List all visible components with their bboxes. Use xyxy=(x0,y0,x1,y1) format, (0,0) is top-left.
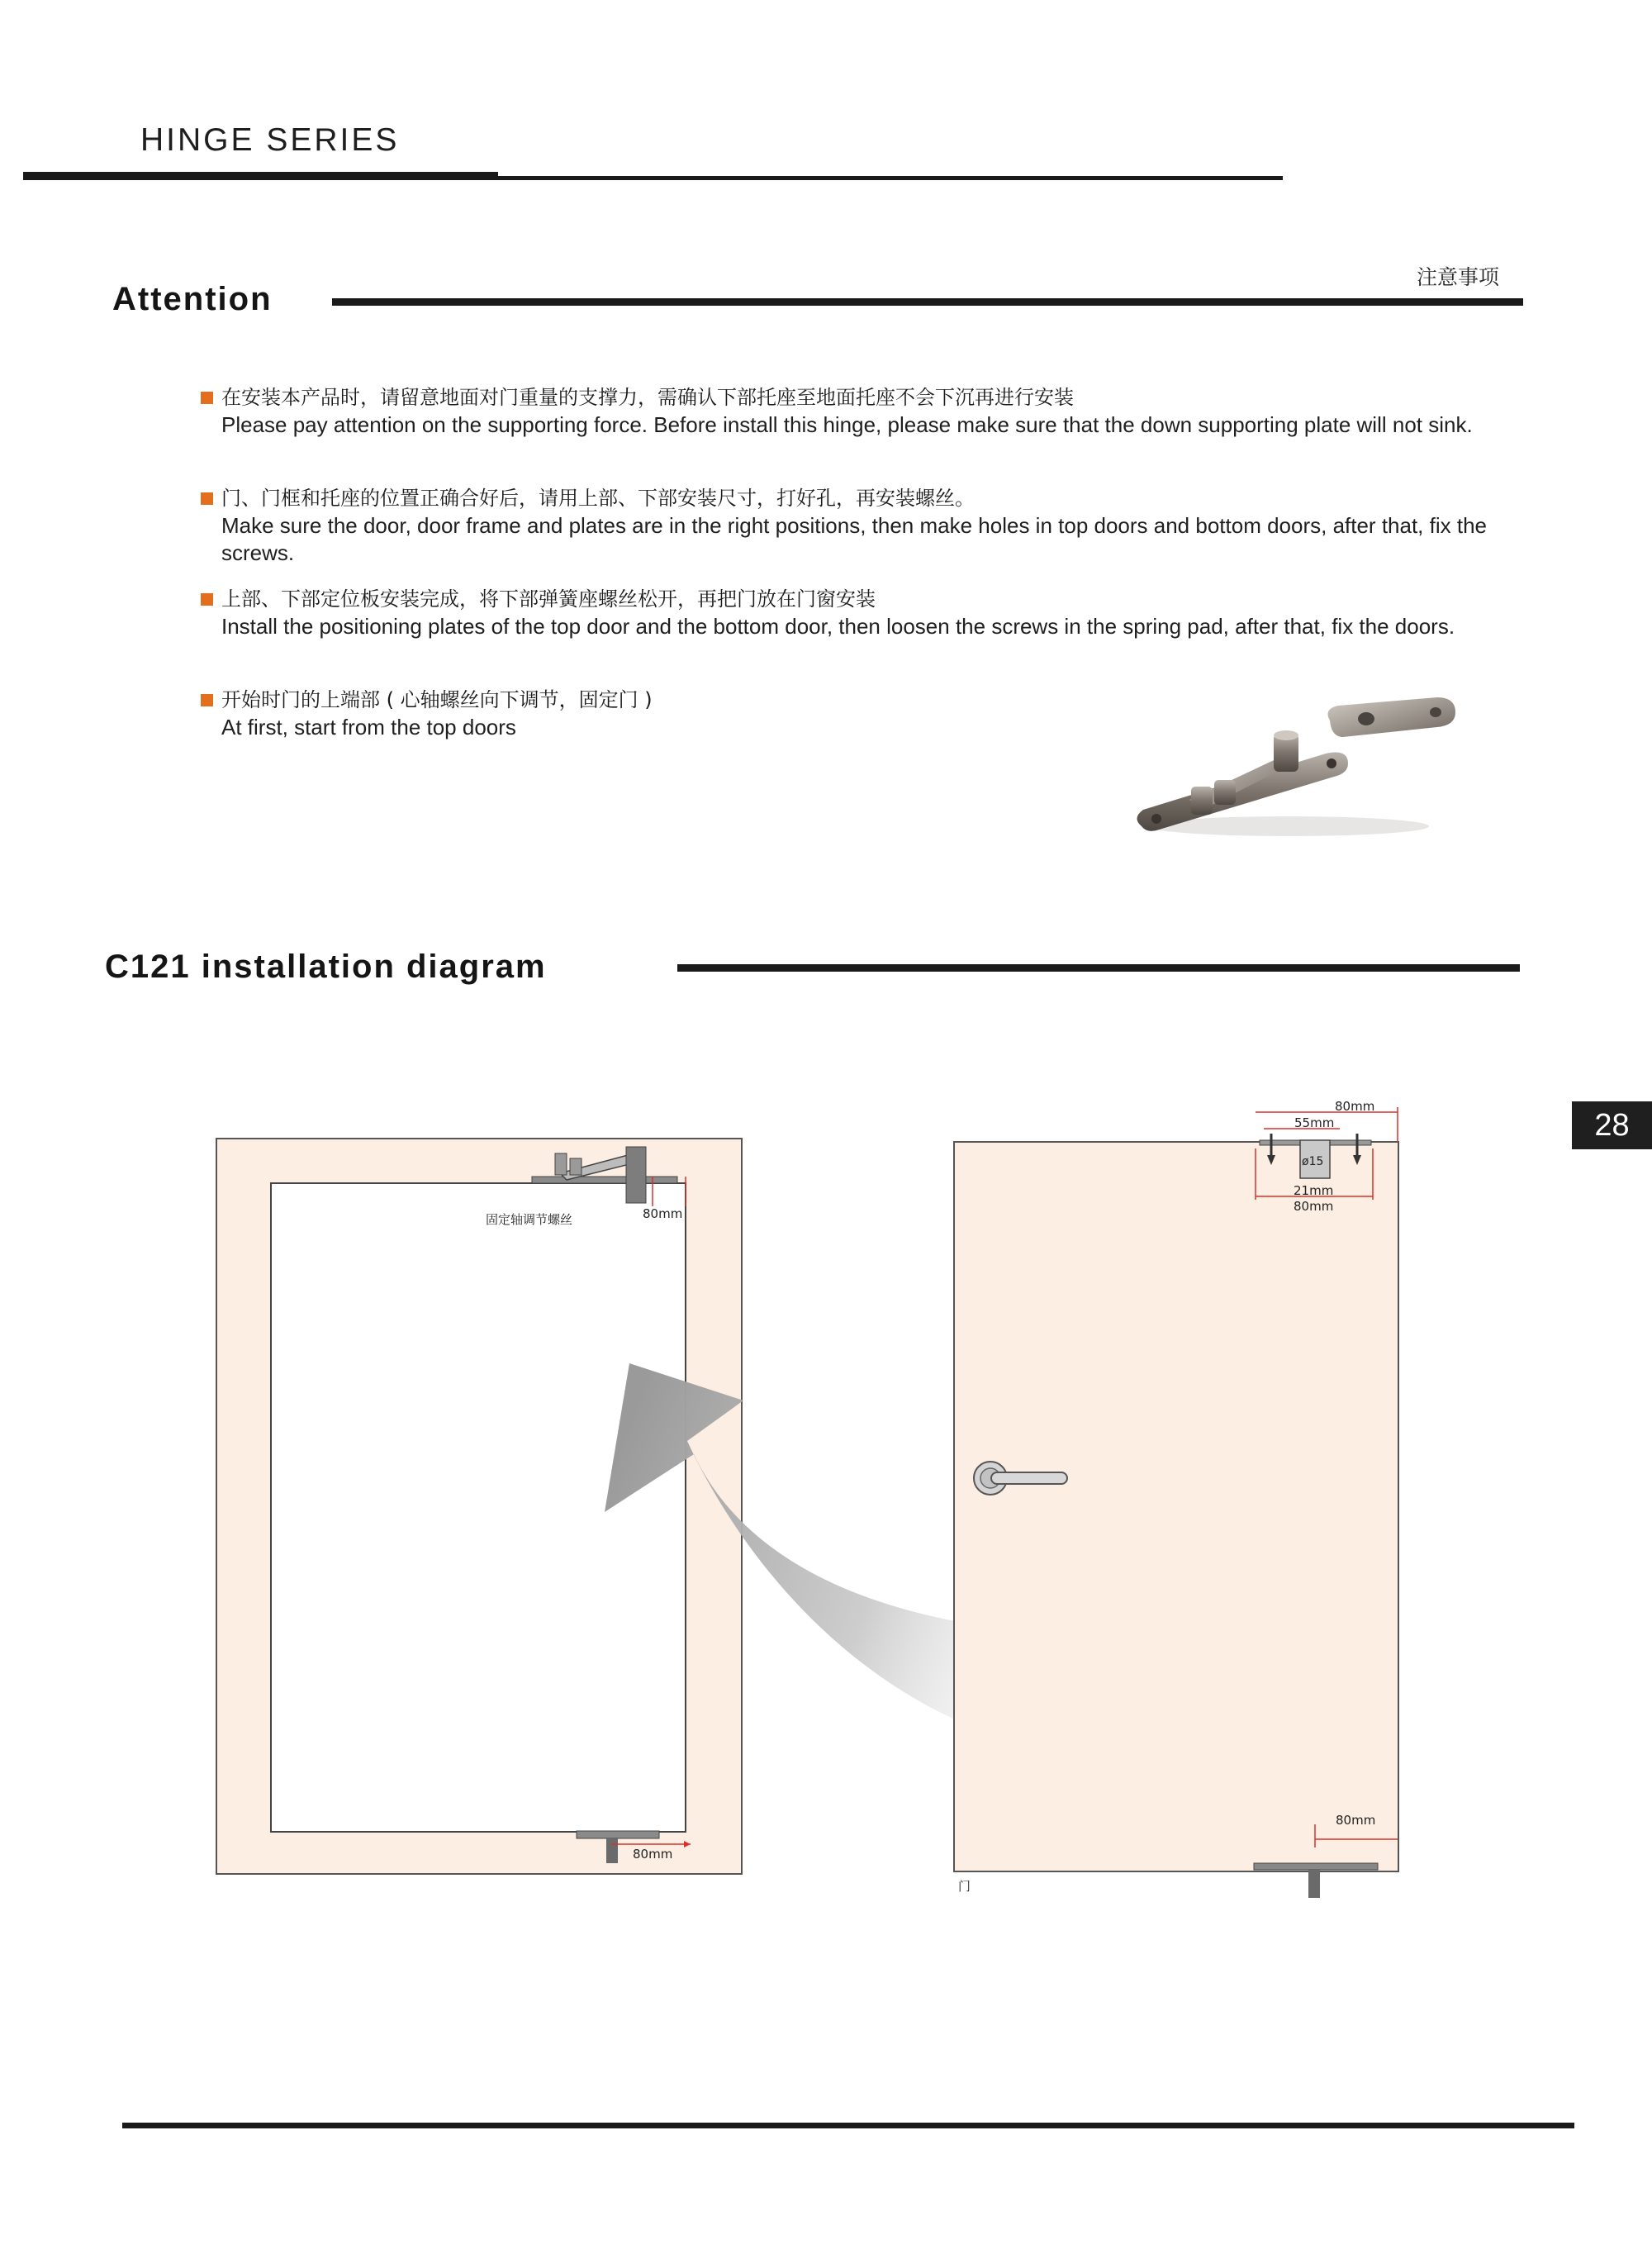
attention-cn-title: 注意事项 xyxy=(1417,265,1500,289)
item-cn-text: 开始时门的上端部 ( 心轴螺丝向下调节，固定门 ) xyxy=(221,688,653,711)
door-opening xyxy=(271,1183,686,1832)
attention-item xyxy=(198,585,1487,640)
attention-item xyxy=(198,484,1487,567)
item-en-text: At first, start from the top doors xyxy=(221,715,516,739)
item-cn-text: 门、门框和托座的位置正确合好后，请用上部、下部安装尺寸，打好孔，再安装螺丝。 xyxy=(221,487,975,510)
diagram-title: C121 installation diagram xyxy=(105,949,547,985)
hinge-product-image xyxy=(1132,694,1462,851)
item-en-text: Please pay attention on the supporting force. Before install this hinge, please make sure that the down supporting plate will not sink. xyxy=(221,412,1473,437)
dim-bottom-right: 80mm xyxy=(1336,1813,1376,1828)
dim-top-left: 80mm xyxy=(643,1206,683,1221)
bullet-square xyxy=(201,694,213,706)
bullet-square xyxy=(201,492,213,505)
footer-rule xyxy=(122,2123,1574,2128)
adjust-screw-label: 固定轴调节螺丝 xyxy=(486,1212,573,1227)
dim-21: 21mm xyxy=(1294,1183,1334,1198)
bullet-square xyxy=(201,593,213,606)
door-panel xyxy=(954,1142,1398,1871)
series-title: HINGE SERIES xyxy=(140,122,400,158)
item-en-text: Make sure the door, door frame and plates are in the right positions, then make holes in top doors and bottom doors, after that, fix the screws. xyxy=(221,513,1487,565)
attention-item xyxy=(198,383,1487,439)
item-cn-text: 在安装本产品时，请留意地面对门重量的支撑力，需确认下部托座至地面托座不会下沉再进行安装 xyxy=(221,386,1074,409)
attention-rule xyxy=(332,298,1523,306)
page-number: 28 xyxy=(1572,1101,1652,1149)
dim-top-outer: 80mm xyxy=(1335,1099,1375,1114)
dim-55: 55mm xyxy=(1294,1115,1335,1130)
item-en-text: Install the positioning plates of the top door and the bottom door, then loosen the screws in the spring pad, after that, fix the doors. xyxy=(221,614,1455,639)
dim-80-lower: 80mm xyxy=(1294,1199,1334,1214)
dim-bottom-left: 80mm xyxy=(633,1847,673,1862)
installation-diagram xyxy=(0,1074,1652,1917)
header-rule-thick xyxy=(23,172,498,180)
door-label: 门 xyxy=(958,1879,971,1894)
dim-diameter: ø15 xyxy=(1302,1155,1324,1168)
diagram-rule xyxy=(677,964,1520,972)
item-cn-text: 上部、下部定位板安装完成，将下部弹簧座螺丝松开，再把门放在门窗安装 xyxy=(221,587,876,611)
header-rule-thin xyxy=(498,176,1283,180)
bullet-square xyxy=(201,392,213,404)
attention-title: Attention xyxy=(112,281,273,317)
